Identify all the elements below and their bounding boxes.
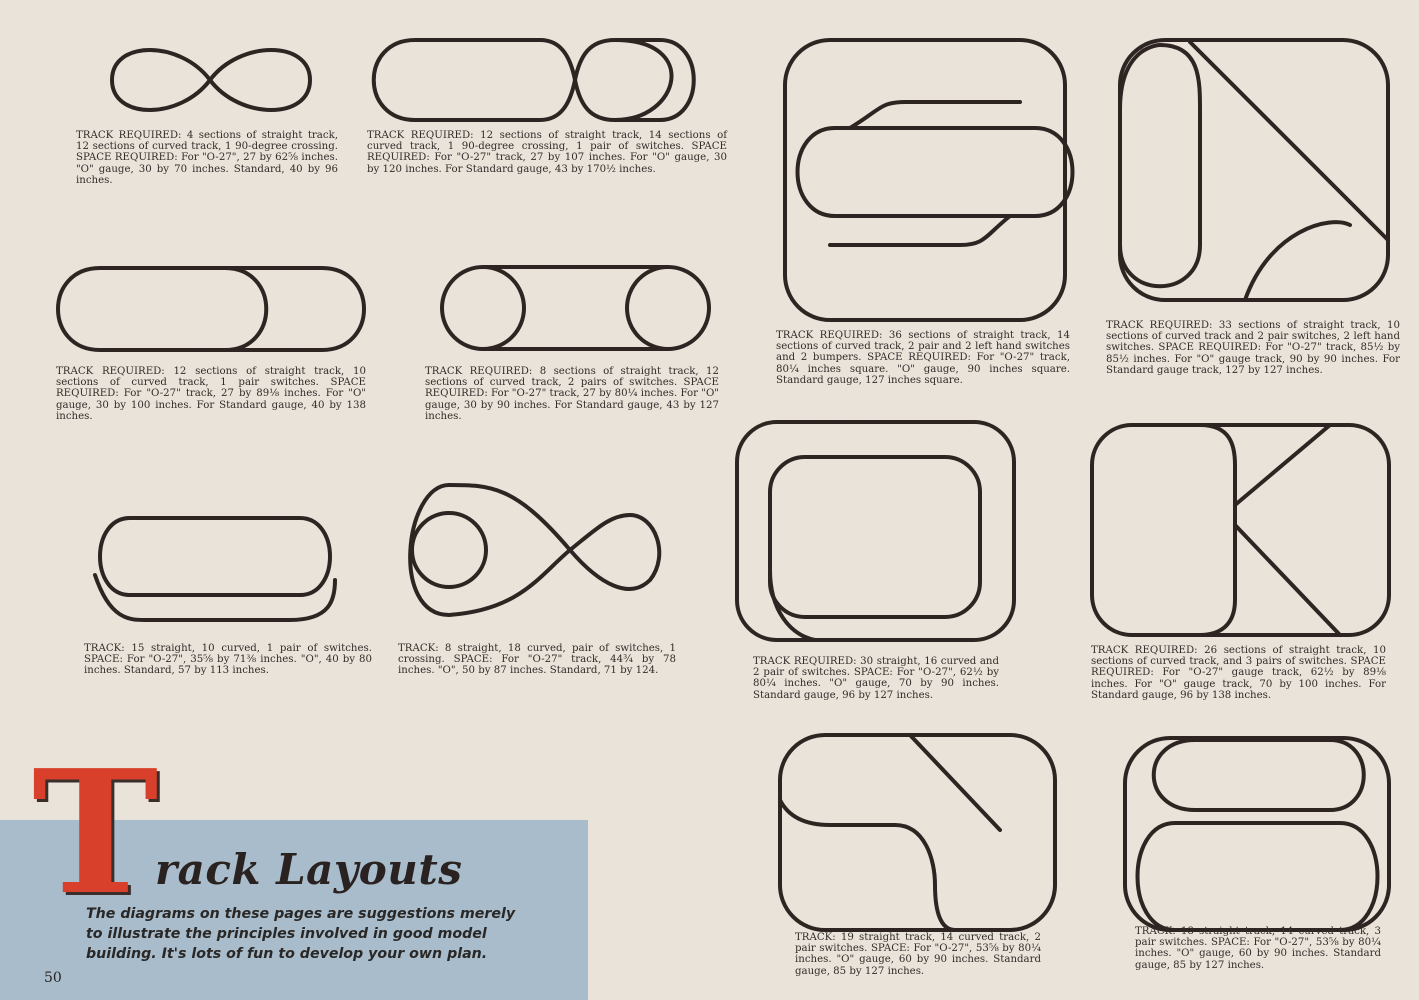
layout-double-oval [95,518,335,620]
layout-oval-figure-eight [374,40,694,120]
caption-layout-9: TRACK REQUIRED: 30 straight, 16 curved and 2 pair of switches. SPACE: For "O-27", 62½ by 80¼ inches. "O" gauge, 70 by 90 inches. Standard gauge, 96 by 127 inches. [753,656,999,701]
page-number: 50 [44,970,62,986]
layout-figure-eight [112,50,310,110]
layout-oval-inner-loop [58,268,364,350]
caption-layout-7: TRACK: 15 straight, 10 curved, 1 pair of switches. SPACE: For "O-27", 35⅝ by 71⅜ inches. "O", 40 by 80 inches. Standard, 57 by 113 inches. [84,643,372,677]
caption-layout-8: TRACK: 8 straight, 18 curved, pair of switches, 1 crossing. SPACE: For "O-27" track, 44¾ by 78 inches. "O", 50 by 87 inches. Standard, 71 by 124. [398,643,676,677]
heading-title: rack Layouts [155,845,463,894]
caption-layout-1: TRACK REQUIRED: 4 sections of straight track, 12 sections of curved track, 1 90-degree crossing. SPACE REQUIRED: For "O-27", 27 by 62⅝ inches. "O" gauge, 30 by 70 inches. Standard, 40 by 96 inches. [76,130,338,186]
caption-layout-2: TRACK REQUIRED: 12 sections of straight track, 14 sections of curved track, 1 90-degree crossing, 1 pair of switches. SPACE REQUIRED: For "O-27" track, 27 by 107 inches. For "O" gauge, 30 by 120 inches. For Standard gauge, 43 by 170½ inches. [367,130,727,175]
caption-layout-3: TRACK REQUIRED: 36 sections of straight track, 14 sections of curved track, 2 pair and 2 left hand switches and 2 bumpers. SPACE REQUIRED: For "O-27" track, 80¼ inches square. "O" gauge, 90 inches square. Standard gauge, 127 inches square. [776,330,1070,386]
caption-layout-12: TRACK: 18 straight track, 14 curved track, 3 pair switches. SPACE: For "O-27", 53⅝ by 80¼ inches. "O" gauge, 60 by 90 inches. Standard gauge, 85 by 127 inches. [1135,926,1381,971]
layout-twin-loops [442,267,709,349]
layout-loop-figure-eight [410,485,659,615]
layout-square-triangle [1120,40,1388,300]
caption-layout-10: TRACK REQUIRED: 26 sections of straight track, 10 sections of curved track, and 3 pairs of switches. SPACE REQUIRED: For "O-27" gauge track, 62½ by 89⅛ inches. For "O" gauge track, 70 by 100 inches. For Standard gauge, 96 by 138 inches. [1091,645,1386,701]
intro-text: The diagrams on these pages are suggestions merely to illustrate the principles involved in good model building. It's lots of fun to develop your own plan. [86,906,516,962]
heading-initial: T [32,733,159,933]
caption-layout-5: TRACK REQUIRED: 12 sections of straight track, 10 sections of curved track, 1 pair switches. SPACE REQUIRED: For "O-27" track, 27 by 89⅛ inches. For "O" gauge, 30 by 100 inches. For Standard gauge, 40 by 138 inches. [56,366,366,422]
caption-layout-11: TRACK: 19 straight track, 14 curved track, 2 pair switches. SPACE: For "O-27", 53⅝ by 80¼ inches. "O" gauge, 60 by 90 inches. Standard gauge, 85 by 127 inches. [795,932,1041,977]
caption-layout-4: TRACK REQUIRED: 33 sections of straight track, 10 sections of curved track and 2 pair switches, 2 left hand switches. SPACE REQUIRED: For "O-27" track, 85½ by 85½ inches. For "O" gauge track, 90 by 90 inches. For Standard gauge track, 127 by 127 inches. [1106,320,1400,376]
layout-nested-rectangles [737,422,1014,640]
layout-stacked-ovals [1125,738,1389,930]
layout-s-route [780,735,1055,930]
caption-layout-6: TRACK REQUIRED: 8 sections of straight track, 12 sections of curved track, 2 pairs of switches. SPACE REQUIRED: For "O-27" track, 27 by 80¼ inches. For "O" gauge, 30 by 90 inches. For Standard gauge, 43 by 127 inches. [425,366,719,422]
layout-square-k-branch [1092,425,1389,635]
layout-square-with-sidings [785,40,1073,320]
